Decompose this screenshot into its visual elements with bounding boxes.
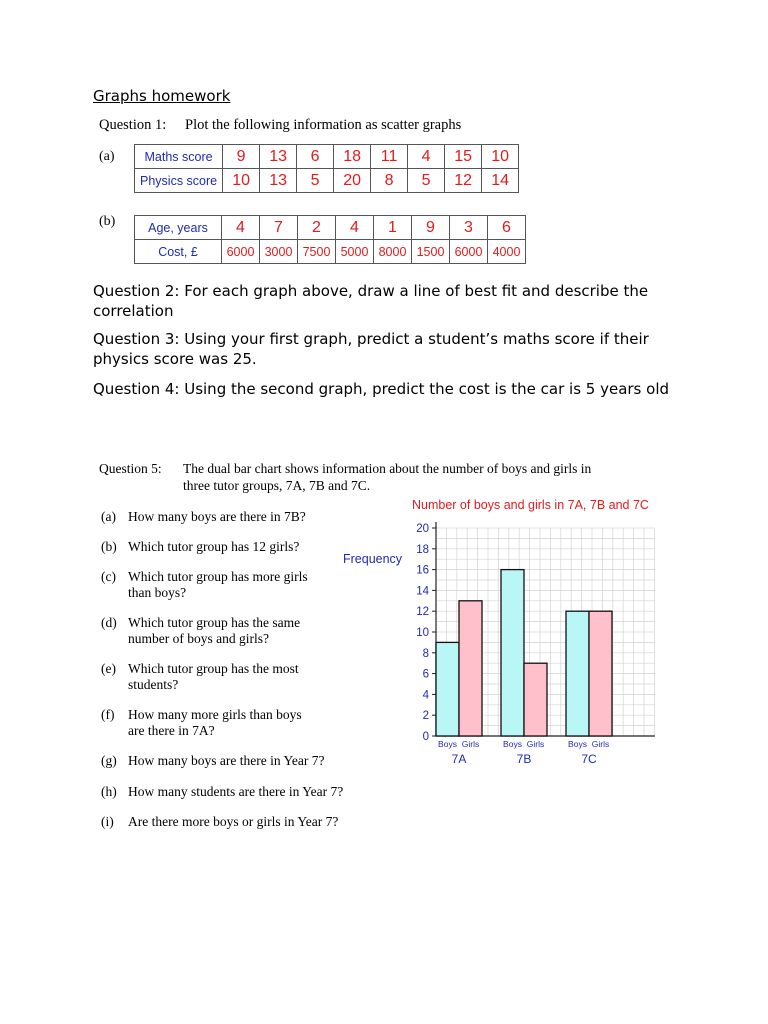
table-cell: 18 <box>334 145 371 169</box>
question1-text: Plot the following information as scatter graphs <box>185 117 462 133</box>
item-label: (h) <box>101 784 117 799</box>
age-header: Age, years <box>135 216 222 240</box>
question5-number: Question 5: <box>99 461 162 476</box>
y-tick-label: 2 <box>422 710 429 723</box>
y-tick-label: 20 <box>416 523 429 535</box>
table-cell: 10 <box>482 145 519 169</box>
table-cell: 15 <box>445 145 482 169</box>
item-label: (g) <box>101 753 117 768</box>
cost-header: Cost, £ <box>135 240 222 264</box>
y-tick-label: 14 <box>416 585 429 598</box>
item-label: (c) <box>101 569 116 584</box>
bar-girls-7b <box>524 663 547 736</box>
table-cell: 6 <box>488 216 526 240</box>
table-cell: 7 <box>260 216 298 240</box>
table-cell: 7500 <box>298 240 336 264</box>
question5-line2: three tutor groups, 7A, 7B and 7C. <box>183 478 371 493</box>
category-label: 7C <box>581 752 597 766</box>
item-label: (b) <box>101 539 117 554</box>
table-b-row-cost <box>135 240 526 264</box>
question5-line1: The dual bar chart shows information about the number of boys and girls in <box>183 461 592 476</box>
item-text: How many boys are there in Year 7? <box>128 753 325 768</box>
physics-score-header: Physics score <box>135 169 223 193</box>
dual-bar-chart <box>330 490 670 775</box>
item-text: Which tutor group has more girls <box>128 569 308 584</box>
bar-boys-7c <box>566 611 589 736</box>
bar-boys-7b <box>501 570 524 736</box>
table-cell: 8 <box>371 169 408 193</box>
question4-text: Question 4: Using the second graph, predict the cost is the car is 5 years old <box>93 380 670 398</box>
item-text: Which tutor group has 12 girls? <box>128 539 300 554</box>
table-cell: 5 <box>408 169 445 193</box>
item-label: (d) <box>101 615 117 630</box>
table-cell: 4 <box>222 216 260 240</box>
question1-heading <box>99 117 462 134</box>
bar-sub-label: Girls <box>526 739 545 749</box>
bar-sub-label: Boys <box>568 739 587 749</box>
table-a-row-maths <box>135 145 519 169</box>
bar-sub-label: Boys <box>503 739 522 749</box>
table-cell: 5000 <box>336 240 374 264</box>
table-cell: 20 <box>334 169 371 193</box>
y-tick-label: 12 <box>416 606 429 619</box>
bar-sub-label: Boys <box>438 739 457 749</box>
bar-sub-label: Girls <box>591 739 610 749</box>
table-cell: 4 <box>336 216 374 240</box>
question5-heading <box>99 461 592 493</box>
table-cell: 11 <box>371 145 408 169</box>
question1-number: Question 1: <box>99 117 167 133</box>
table-b <box>134 215 526 264</box>
table-cell: 4 <box>408 145 445 169</box>
y-tick-label: 16 <box>416 564 429 577</box>
table-cell: 1 <box>374 216 412 240</box>
y-axis-label: Frequency <box>343 552 403 566</box>
item-text: How many students are there in Year 7? <box>128 784 344 799</box>
chart-title: Number of boys and girls in 7A, 7B and 7C <box>412 498 649 512</box>
table-cell: 1500 <box>412 240 450 264</box>
item-text: than boys? <box>128 584 187 600</box>
y-tick-label: 0 <box>422 731 429 743</box>
question2-text: Question 2: For each graph above, draw a line of best fit and describe the correlation <box>93 282 649 320</box>
bar-girls-7c <box>589 611 612 736</box>
table-cell: 6000 <box>450 240 488 264</box>
table-cell: 14 <box>482 169 519 193</box>
y-tick-label: 18 <box>416 543 429 556</box>
item-label: (i) <box>101 814 114 829</box>
table-cell: 2 <box>298 216 336 240</box>
question3-text: Question 3: Using your first graph, predict a student’s maths score if their physics score was 25. <box>93 330 649 368</box>
item-label: (a) <box>101 509 116 524</box>
bar-girls-7a <box>459 601 482 736</box>
table-cell: 5 <box>297 169 334 193</box>
y-tick-label: 10 <box>416 627 429 639</box>
table-cell: 3 <box>450 216 488 240</box>
item-text: Which tutor group has the same <box>128 615 301 630</box>
table-cell: 6 <box>297 145 334 169</box>
table-cell: 12 <box>445 169 482 193</box>
item-text: are there in 7A? <box>128 722 215 738</box>
bar-sub-label: Girls <box>461 739 480 749</box>
y-tick-label: 8 <box>422 647 429 660</box>
item-text: Which tutor group has the most <box>128 661 299 676</box>
item-text: students? <box>128 676 179 692</box>
document-title: Graphs homework <box>93 87 231 105</box>
table-cell: 3000 <box>260 240 298 264</box>
y-tick-label: 6 <box>422 668 429 681</box>
item-text: How many boys are there in 7B? <box>128 509 306 524</box>
category-label: 7B <box>516 752 532 766</box>
table-cell: 13 <box>260 169 297 193</box>
table-cell: 4000 <box>488 240 526 264</box>
table-cell: 9 <box>412 216 450 240</box>
item-label: (e) <box>101 661 116 676</box>
table-a <box>134 144 519 193</box>
maths-score-header: Maths score <box>135 145 223 169</box>
category-label: 7A <box>451 752 467 766</box>
table-cell: 13 <box>260 145 297 169</box>
table-cell: 8000 <box>374 240 412 264</box>
item-label: (f) <box>101 707 115 722</box>
part-a-label: (a) <box>99 149 115 164</box>
table-a-row-physics <box>135 169 519 193</box>
item-text: Are there more boys or girls in Year 7? <box>128 814 339 829</box>
table-cell: 9 <box>223 145 260 169</box>
table-cell: 6000 <box>222 240 260 264</box>
item-text: How many more girls than boys <box>128 707 302 722</box>
y-tick-label: 4 <box>422 689 429 702</box>
table-cell: 10 <box>223 169 260 193</box>
table-b-row-age <box>135 216 526 240</box>
part-b-label: (b) <box>99 214 116 229</box>
bar-boys-7a <box>436 642 459 736</box>
item-text: number of boys and girls? <box>128 630 269 646</box>
